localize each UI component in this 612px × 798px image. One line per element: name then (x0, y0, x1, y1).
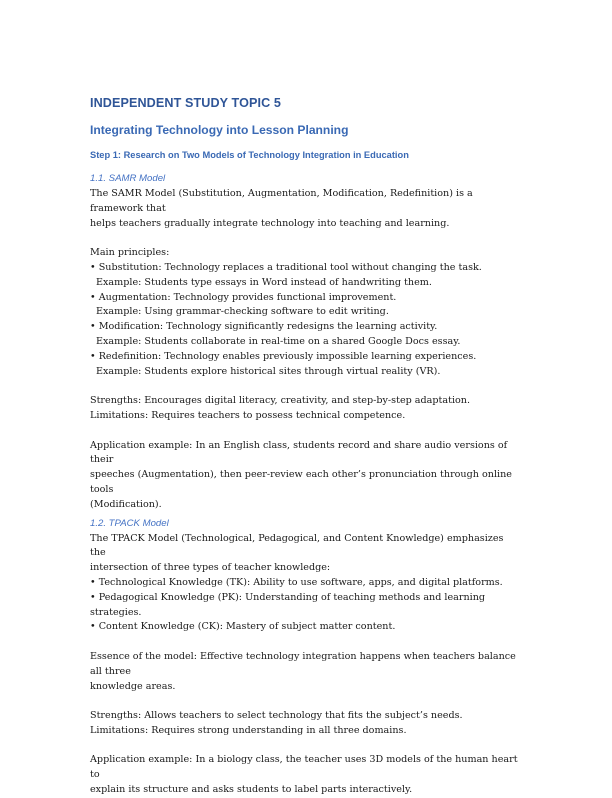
samr-heading: 1.1. SAMR Model (90, 173, 166, 184)
tpack-essence-line: knowledge areas. (90, 680, 176, 692)
principle-point: • Modification: Technology significantly redesigns the learning activity. (90, 321, 438, 333)
samr-application-line: (Modification). (90, 498, 162, 510)
principles-label: Main principles: (90, 247, 170, 259)
principle-point: • Augmentation: Technology provides functional improvement. (90, 291, 397, 303)
samr-intro-line: helps teachers gradually integrate technology into teaching and learning. (90, 217, 450, 229)
tpack-strengths: Strengths: Allows teachers to select technology that fits the subject’s needs. (90, 710, 463, 722)
tpack-limitations: Limitations: Requires strong understanding in all three domains. (90, 724, 407, 736)
samr-application-line: speeches (Augmentation), then peer-review each other’s pronunciation through online tools (90, 469, 512, 495)
tpack-application-line: explain its structure and asks students to label parts interactively. (90, 784, 413, 796)
principle-point: • Substitution: Technology replaces a traditional tool without changing the task. (90, 261, 482, 273)
tpack-application-line: Application example: In a biology class, the teacher uses 3D models of the human heart to (90, 754, 518, 781)
samr-strengths: Strengths: Encourages digital literacy, creativity, and step-by-step adaptation. (90, 395, 471, 407)
document-title: INDEPENDENT STUDY TOPIC 5 (90, 96, 281, 110)
principle-example: Example: Using grammar-checking software to edit writing. (96, 306, 389, 318)
tpack-item: • Pedagogical Knowledge (PK): Understanding of teaching methods and learning strategies. (90, 591, 486, 618)
document-subtitle: Integrating Technology into Lesson Planning (90, 123, 349, 137)
samr-application-line: Application example: In an English class, students record and share audio versions of their (90, 439, 508, 466)
samr-limitations: Limitations: Requires teachers to possess technical competence. (90, 409, 406, 421)
tpack-intro-line: The TPACK Model (Technological, Pedagogical, and Content Knowledge) emphasizes the (90, 532, 504, 559)
principle-example: Example: Students collaborate in real-time on a shared Google Docs essay. (96, 335, 461, 347)
step-heading: Step 1: Research on Two Models of Technology Integration in Education (90, 150, 409, 160)
tpack-item: • Technological Knowledge (TK): Ability to use software, apps, and digital platforms. (90, 576, 503, 588)
principle-point: • Redefinition: Technology enables previously impossible learning experiences. (90, 350, 477, 362)
principle-example: Example: Students type essays in Word instead of handwriting them. (96, 276, 432, 288)
samr-intro-line: The SAMR Model (Substitution, Augmentation, Modification, Redefinition) is a framework that (90, 188, 473, 214)
tpack-item: • Content Knowledge (CK): Mastery of subject matter content. (90, 621, 396, 633)
tpack-essence-line: Essence of the model: Effective technology integration happens when teachers balance all three (90, 650, 516, 677)
tpack-intro-line: intersection of three types of teacher knowledge: (90, 562, 331, 574)
principle-example: Example: Students explore historical sites through virtual reality (VR). (96, 365, 441, 377)
tpack-heading: 1.2. TPACK Model (90, 517, 169, 529)
